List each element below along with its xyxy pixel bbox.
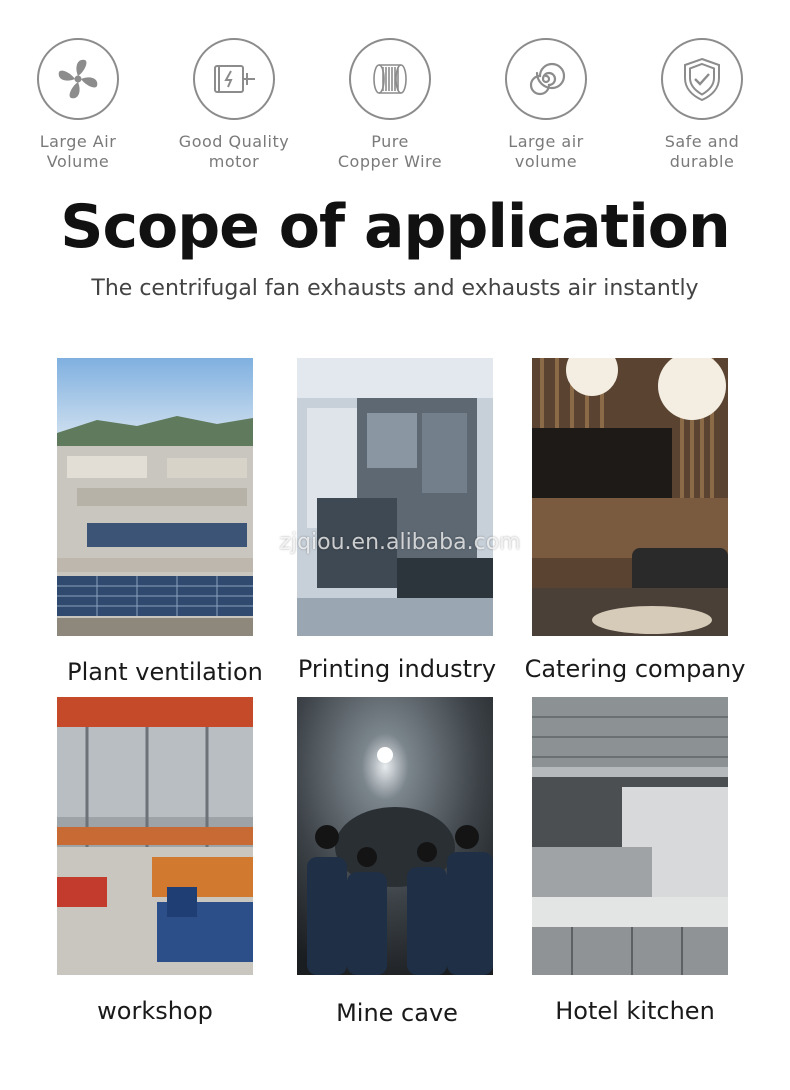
- industrial-workshop-photo: [57, 697, 253, 975]
- feature-caption: Pure Copper Wire: [337, 132, 443, 171]
- copper-coil-icon: [349, 38, 431, 120]
- mine-tunnel-photo: [297, 697, 493, 975]
- page-title: Scope of application: [60, 192, 730, 262]
- feature-safe-and-durable: [632, 38, 772, 172]
- application-label-mine-cave: Mine cave: [336, 999, 458, 1027]
- printing-press-photo: [297, 358, 493, 636]
- airflow-spiral-icon: [505, 38, 587, 120]
- feature-caption: Good Quality motor: [178, 132, 290, 171]
- motor-icon: [193, 38, 275, 120]
- feature-caption: Large Air Volume: [39, 132, 117, 171]
- feature-caption: Large air volume: [508, 132, 584, 171]
- application-label-catering-company: Catering company: [524, 655, 746, 683]
- feature-pure-copper-wire: [320, 38, 460, 172]
- application-label-printing-industry: Printing industry: [297, 655, 497, 683]
- commercial-kitchen-photo: [532, 697, 728, 975]
- feature-large-air-volume-2: [476, 38, 616, 172]
- application-label-workshop: workshop: [97, 997, 213, 1025]
- watermark: zjqiou.en.alibaba.com: [279, 530, 521, 555]
- factory-solar-roof-photo: [57, 358, 253, 636]
- restaurant-interior-photo: [532, 358, 728, 636]
- feature-good-quality-motor: [164, 38, 304, 172]
- feature-caption: Safe and durable: [664, 132, 740, 171]
- application-label-plant-ventilation: Plant ventilation: [67, 658, 263, 686]
- feature-large-air-volume: [8, 38, 148, 172]
- page-subtitle: The centrifugal fan exhausts and exhausts air instantly: [91, 276, 699, 301]
- shield-check-icon: [661, 38, 743, 120]
- application-label-hotel-kitchen: Hotel kitchen: [555, 997, 715, 1025]
- fan-icon: [37, 38, 119, 120]
